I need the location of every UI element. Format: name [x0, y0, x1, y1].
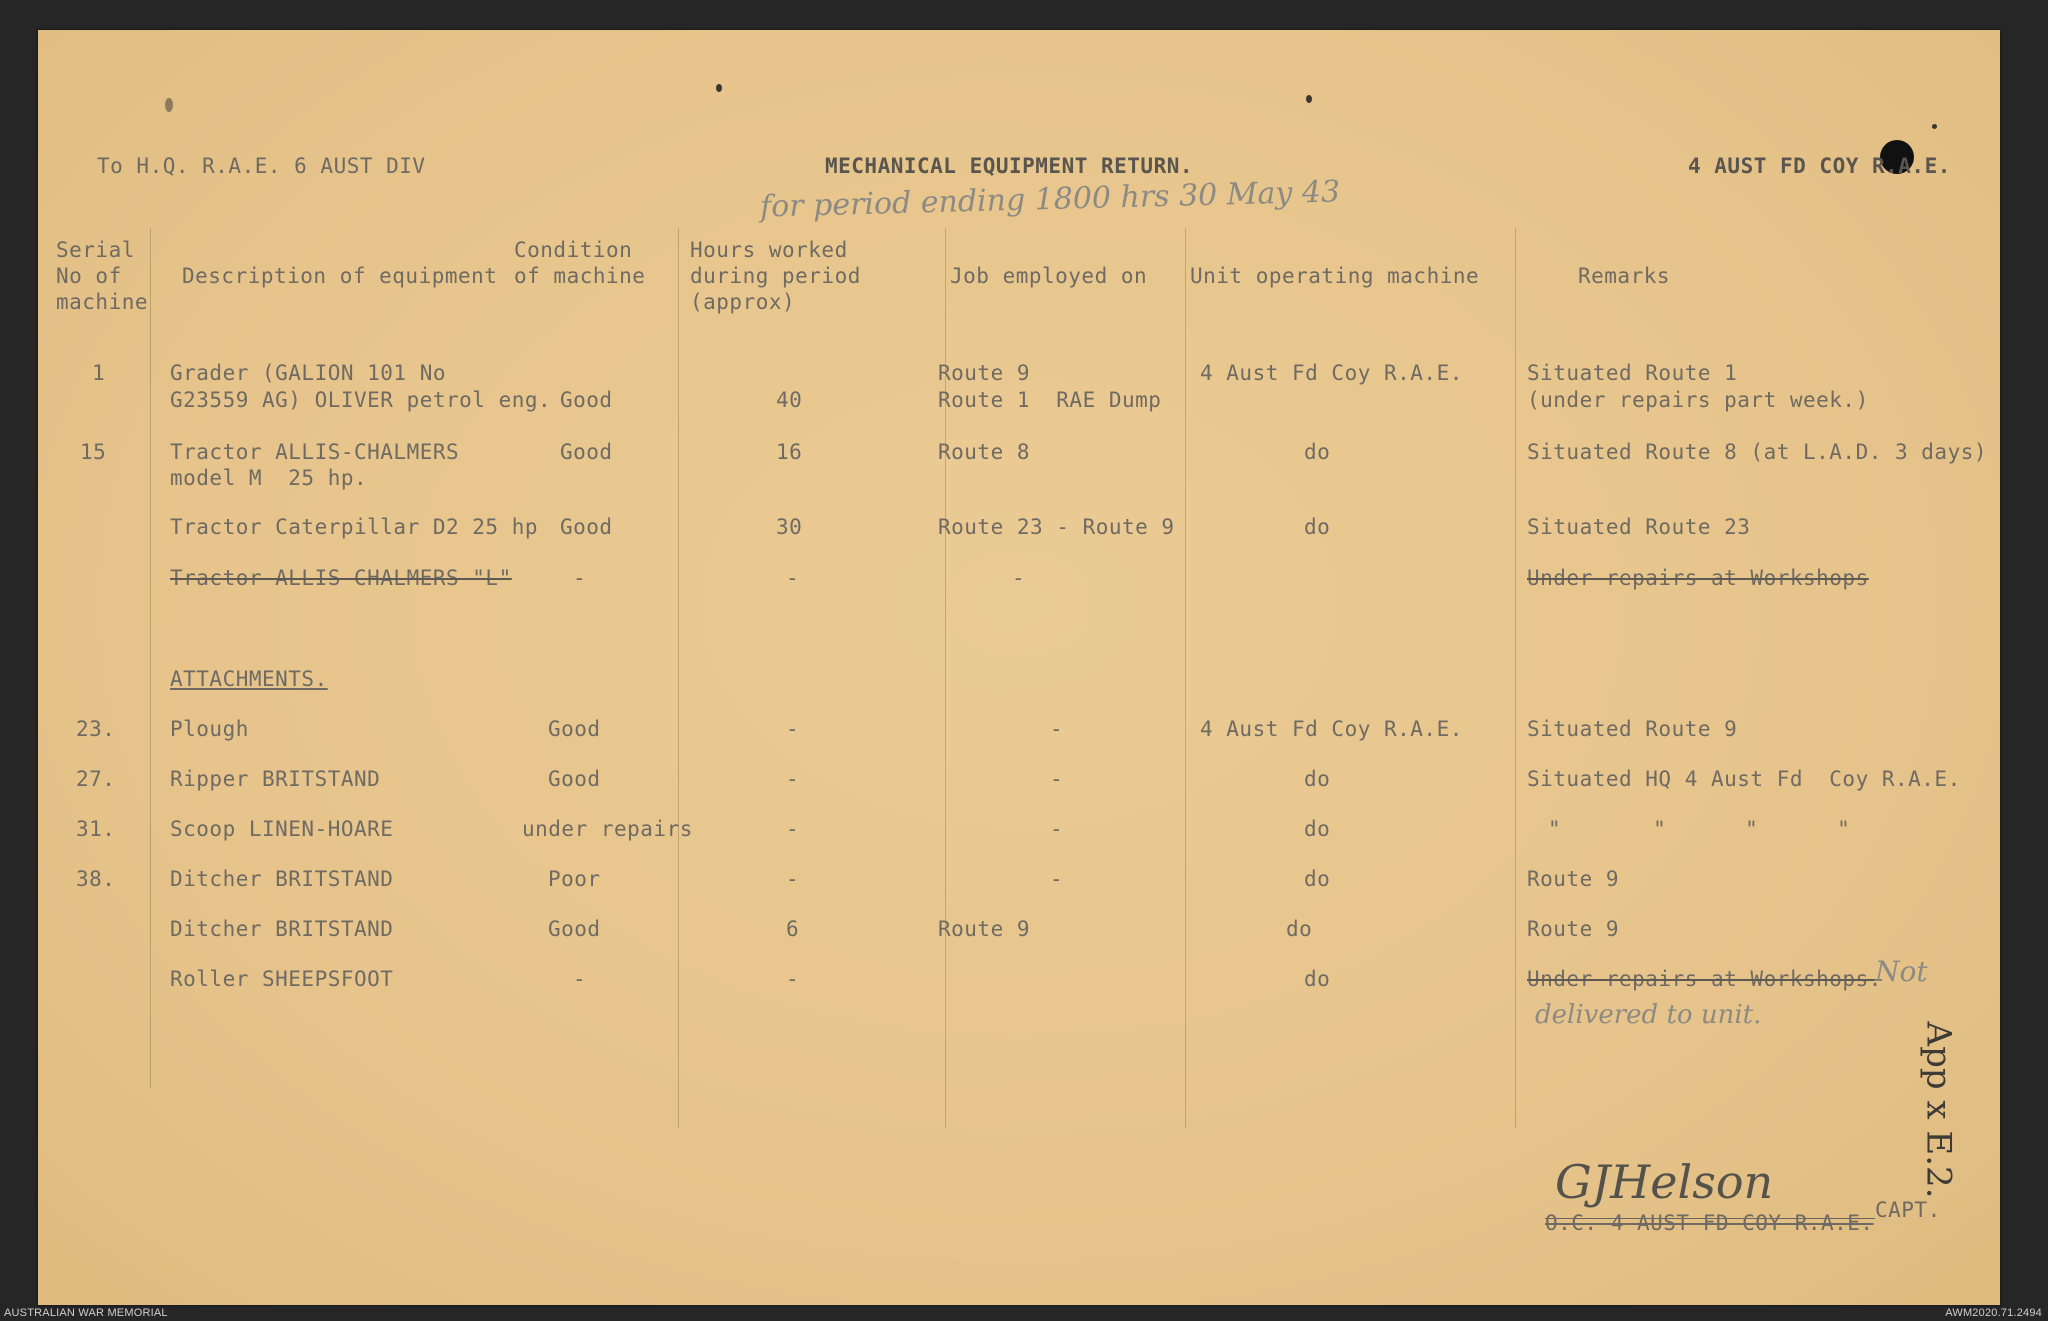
signature-title: O.C. 4 AUST FD COY R.A.E. — [1545, 1211, 1874, 1235]
row2-hours: 16 — [776, 440, 803, 464]
col-hours-2: during period — [690, 264, 861, 288]
att5-unit: do — [1286, 917, 1313, 941]
att4-condition: Poor — [548, 867, 601, 891]
row1-desc-2: G23559 AG) OLIVER petrol eng. — [170, 388, 552, 412]
row3-condition: Good — [560, 515, 613, 539]
att5-remarks: Route 9 — [1527, 917, 1620, 941]
att3-remarks: " " " " — [1548, 817, 1851, 841]
col-remarks: Remarks — [1578, 264, 1671, 288]
row3-remarks: Situated Route 23 — [1527, 515, 1751, 539]
col-job: Job employed on — [950, 264, 1148, 288]
att2-desc: Ripper BRITSTAND — [170, 767, 381, 791]
row2-job: Route 8 — [938, 440, 1031, 464]
speck — [1932, 124, 1937, 129]
col-hours-1: Hours worked — [690, 238, 848, 262]
row1-serial: 1 — [92, 361, 106, 385]
att6-unit: do — [1304, 967, 1331, 991]
att1-hours: - — [786, 717, 800, 741]
attachments-heading: ATTACHMENTS. — [170, 667, 328, 691]
att3-serial: 31. — [76, 817, 116, 841]
att5-hours: 6 — [786, 917, 800, 941]
signature-rank: CAPT. — [1875, 1198, 1941, 1222]
att6-desc: Roller SHEEPSFOOT — [170, 967, 394, 991]
att1-job: - — [1050, 717, 1064, 741]
signature: GJHelson — [1555, 1155, 1774, 1209]
row3-job: Route 23 - Route 9 — [938, 515, 1175, 539]
att3-unit: do — [1304, 817, 1331, 841]
col-serial-2: No of — [56, 264, 122, 288]
att2-hours: - — [786, 767, 800, 791]
unit-heading: 4 AUST FD COY R.A.E. — [1688, 154, 1951, 178]
footer-right: AWM2020.71.2494 — [1945, 1307, 2042, 1319]
att4-hours: - — [786, 867, 800, 891]
att1-desc: Plough — [170, 717, 249, 741]
att4-job: - — [1050, 867, 1064, 891]
speck — [165, 98, 173, 112]
att4-desc: Ditcher BRITSTAND — [170, 867, 394, 891]
att3-condition: under repairs — [522, 817, 693, 841]
row2-unit: do — [1304, 440, 1331, 464]
att2-job: - — [1050, 767, 1064, 791]
row2-serial: 15 — [80, 440, 107, 464]
handwritten-period: for period ending 1800 hrs 30 May 43 — [759, 174, 1341, 225]
column-rule — [678, 228, 679, 1128]
att5-desc: Ditcher BRITSTAND — [170, 917, 394, 941]
att1-condition: Good — [548, 717, 601, 741]
att4-remarks: Route 9 — [1527, 867, 1620, 891]
row1-job-1: Route 9 — [938, 361, 1031, 385]
row4-remarks: Under repairs at Workshops — [1527, 566, 1869, 590]
row1-unit: 4 Aust Fd Coy R.A.E. — [1200, 361, 1463, 385]
row4-desc: Tractor ALLIS-CHALMERS "L" — [170, 566, 512, 590]
att4-unit: do — [1304, 867, 1331, 891]
row1-remarks-1: Situated Route 1 — [1527, 361, 1738, 385]
handwritten-note-2: delivered to unit. — [1535, 1000, 1762, 1030]
row1-hours: 40 — [776, 388, 803, 412]
column-rule — [1515, 228, 1516, 1128]
row2-remarks: Situated Route 8 (at L.A.D. 3 days) — [1527, 440, 1988, 464]
column-rule — [1185, 228, 1186, 1128]
handwritten-note-1: Not — [1875, 955, 1928, 988]
att2-remarks: Situated HQ 4 Aust Fd Coy R.A.E. — [1527, 767, 1961, 791]
row1-condition: Good — [560, 388, 613, 412]
addressee: To H.Q. R.A.E. 6 AUST DIV — [97, 154, 426, 178]
col-condition-2: of machine — [514, 264, 646, 288]
att1-serial: 23. — [76, 717, 116, 741]
col-description: Description of equipment — [182, 264, 498, 288]
row4-hours: - — [786, 566, 800, 590]
margin-note: App x E.2. — [1918, 1021, 1959, 1199]
col-serial-1: Serial — [56, 238, 135, 262]
row1-desc-1: Grader (GALION 101 No — [170, 361, 447, 385]
att1-unit: 4 Aust Fd Coy R.A.E. — [1200, 717, 1463, 741]
att6-condition: - — [573, 967, 587, 991]
column-rule — [150, 228, 151, 1088]
speck — [1306, 95, 1312, 103]
row2-desc-2: model M 25 hp. — [170, 466, 368, 490]
att5-job: Route 9 — [938, 917, 1031, 941]
row2-desc-1: Tractor ALLIS-CHALMERS — [170, 440, 460, 464]
att2-serial: 27. — [76, 767, 116, 791]
row4-job: - — [1012, 566, 1026, 590]
row3-hours: 30 — [776, 515, 803, 539]
col-condition-1: Condition — [514, 238, 633, 262]
att1-remarks: Situated Route 9 — [1527, 717, 1738, 741]
att2-condition: Good — [548, 767, 601, 791]
row1-job-2: Route 1 RAE Dump — [938, 388, 1162, 412]
att6-remarks: Under repairs at Workshops. — [1527, 967, 1882, 991]
col-unit-operating: Unit operating machine — [1190, 264, 1480, 288]
att6-hours: - — [786, 967, 800, 991]
att3-job: - — [1050, 817, 1064, 841]
att2-unit: do — [1304, 767, 1331, 791]
footer-left: AUSTRALIAN WAR MEMORIAL — [4, 1307, 168, 1319]
att4-serial: 38. — [76, 867, 116, 891]
att3-hours: - — [786, 817, 800, 841]
row1-remarks-2: (under repairs part week.) — [1527, 388, 1869, 412]
att3-desc: Scoop LINEN-HOARE — [170, 817, 394, 841]
col-hours-3: (approx) — [690, 290, 796, 314]
speck — [716, 84, 722, 92]
row3-unit: do — [1304, 515, 1331, 539]
att5-condition: Good — [548, 917, 601, 941]
document-page — [38, 30, 2000, 1305]
row2-condition: Good — [560, 440, 613, 464]
row4-condition: - — [573, 566, 587, 590]
col-serial-3: machine — [56, 290, 149, 314]
row3-desc: Tractor Caterpillar D2 25 hp — [170, 515, 539, 539]
document-title: MECHANICAL EQUIPMENT RETURN. — [825, 154, 1194, 178]
